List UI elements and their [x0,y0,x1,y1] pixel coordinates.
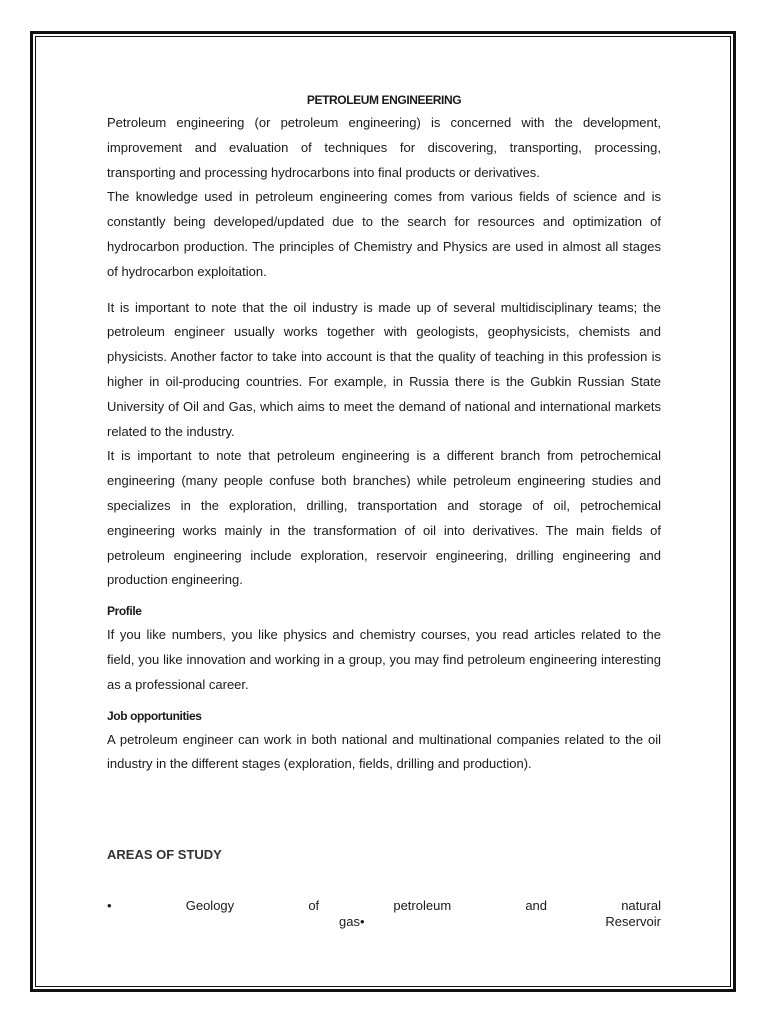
profile-heading: Profile [107,604,142,619]
intro-paragraph-1: Petroleum engineering (or petroleum engineering) is concerned with the development, improvement and evaluation of techniques for discovering, transporting, processing, transporting and processing hydrocarbons into final products or derivatives. [107,115,661,180]
area-word: natural [621,898,661,913]
bullet-icon: • [107,898,112,913]
document-body [107,92,661,929]
jobs-heading: Job opportunities [107,708,202,723]
jobs-paragraph: A petroleum engineer can work in both national and multinational companies related to the oil industry in the different stages (exploration, fields, drilling and production). [107,731,661,772]
area-word: Geology [185,898,235,913]
area-word: and [525,898,548,913]
industry-paragraph: It is important to note that the oil industry is made up of several multidisciplinary teams; the petroleum engineer usually works together with geologists, geophysicists, chemists and physicists. Another factor to take into account is that the quality of teaching in this profession is higher in oil-producing countries. For example, in Russia there is the Gubkin Russian State University of Oil and Gas, which aims to meet the demand of national and international markets related to the industry. [107,299,661,439]
area-word: Reservoir [605,914,661,929]
area-word: of [308,898,320,913]
area-word: gas• [339,914,365,929]
area-word: petroleum [393,898,452,913]
areas-list-row-1 [107,898,661,914]
document-title: PETROLEUM ENGINEERING [306,93,462,107]
profile-paragraph: If you like numbers, you like physics and chemistry courses, you read articles related to the field, you like innovation and working in a group, you may find petroleum engineering interesting as a professional career. [107,627,661,692]
intro-paragraph-2: The knowledge used in petroleum engineering comes from various fields of science and is constantly being developed/updated due to the search for resources and optimization of hydrocarbon production. The principles of Chemistry and Physics are used in almost all stages of hydrocarbon exploitation. [107,189,661,279]
paragraph-gap [107,285,661,296]
branch-paragraph: It is important to note that petroleum engineering is a different branch from petrochemical engineering (many people confuse both branches) while petroleum engineering studies and specializes in the exploration, drilling, transportation and storage of oil, petrochemical engineering works mainly in the transformation of oil into derivatives. The main fields of petroleum engineering include exploration, reservoir engineering, drilling engineering and production engineering. [107,448,661,588]
areas-list-row-2 [107,914,661,930]
areas-of-study-heading: AREAS OF STUDY [107,847,222,862]
areas-list [107,898,661,930]
